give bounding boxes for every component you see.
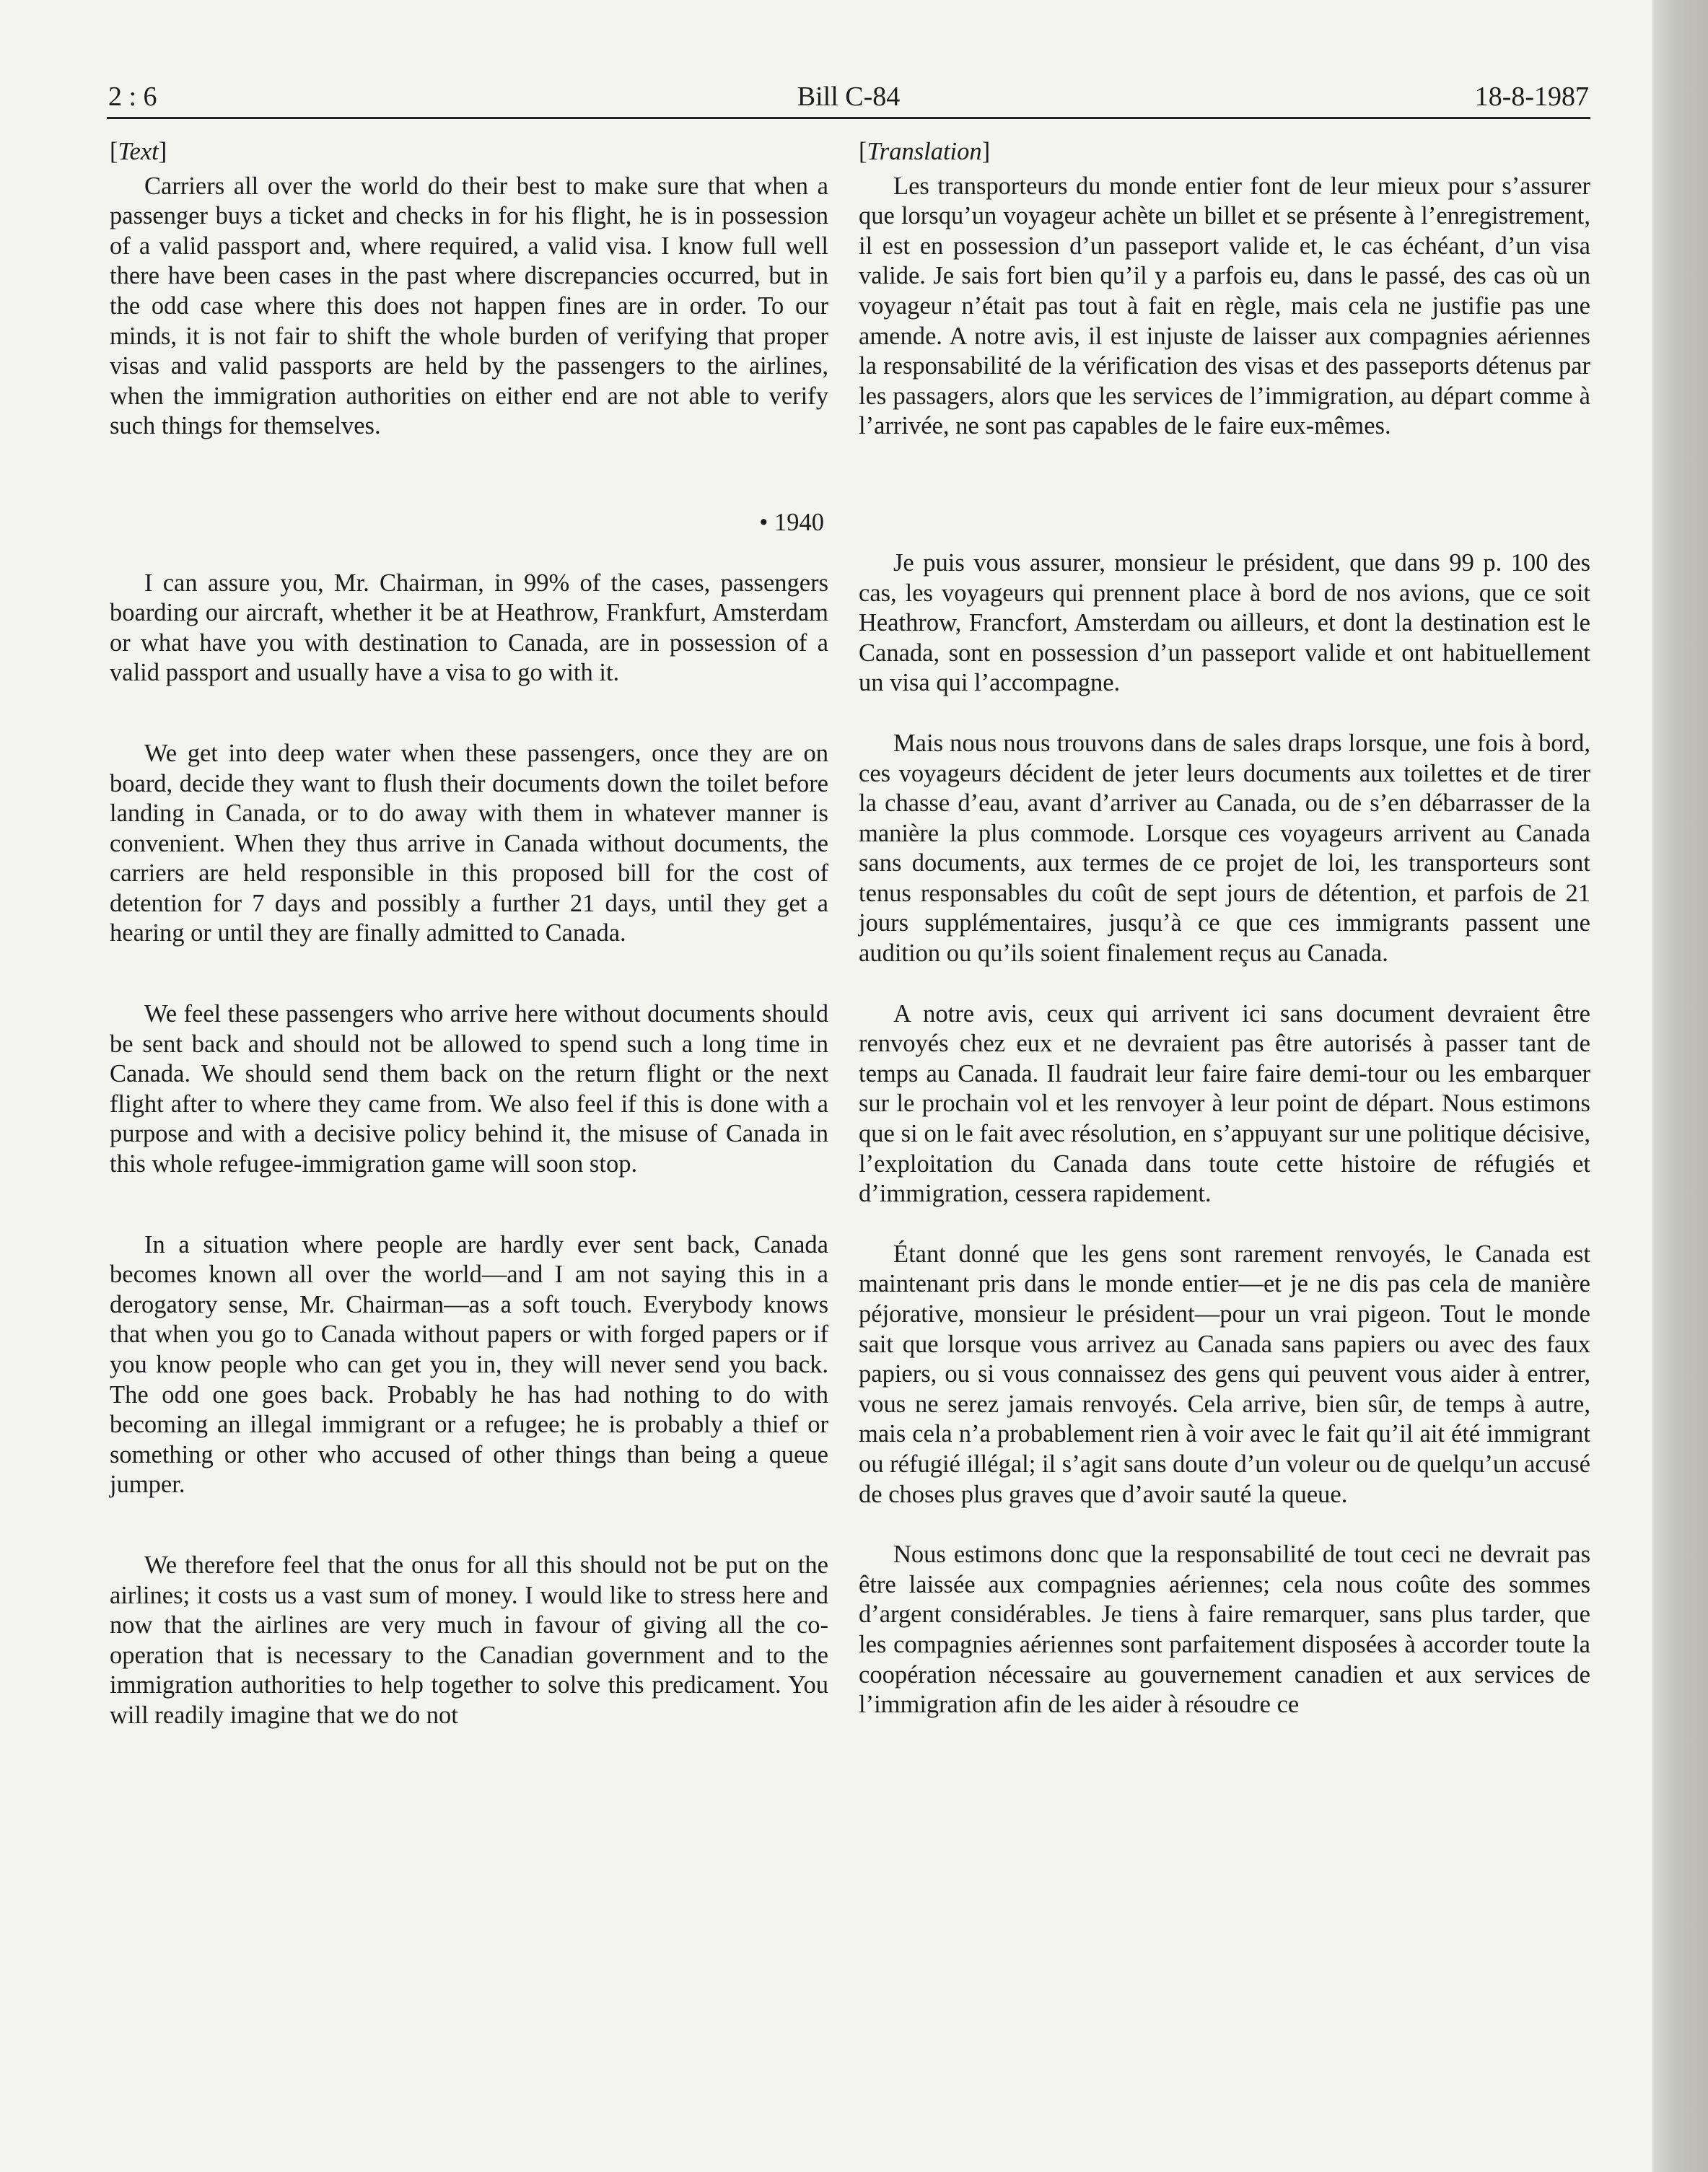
english-paragraph-4: We feel these passengers who arrive here without documents should be sent back and should not be allowed to spend such a long time in Canada. We should send them back on the return flight or the next flight after to where they came from. We also feel if this is done with a purpose and with a decisive policy behind it, the misuse of Canada in this whole refugee-immigration game will soon stop. (110, 1000, 828, 1178)
french-paragraph-5: Étant donné que les gens sont rarement renvoyés, le Canada est maintenant pris dans le monde entier—et je ne dis pas cela de manière péjorative, monsieur le président—pour un vrai pigeon. Tout le monde sait que lorsque vous arrivez au Canada sans papiers ou avec des faux papiers, ou si vous connaissez des gens qui peuvent vous aider à entrer, vous ne serez jamais renvoyés. Cela arrive, bien sûr, de temps à autre, mais cela n’a probablement rien à voir avec le fait qu’il ait été immigrant ou réfugié illégal; il s’agit sans doute d’un voleur ou de quelqu’un accusé de choses plus graves que d’avoir sauté la queue. (859, 1240, 1590, 1508)
french-paragraph-6: Nous estimons donc que la responsabilité de tout ceci ne devrait pas être laissée aux compagnies aériennes; cela nous coûte des sommes d’argent considérables. Je tiens à faire remarquer, sans plus tarder, que les compagnies aériennes sont parfaitement disposées à accorder toute la coopération nécessaire au gouvernement canadien et aux services de l’immigration afin de les aider à résoudre ce (859, 1541, 1590, 1719)
french-paragraph-4: A notre avis, ceux qui arrivent ici sans document devraient être renvoyés chez eux et ne devraient pas être autorisés à passer tant de temps au Canada. Il faudrait leur faire faire demi-tour ou les embarquer sur le prochain vol et les renvoyer à leur point de départ. Nous estimons que si on le fait avec résolution, en s’appuyant sur une politique décisive, l’exploitation du Canada dans toute cette histoire de réfugiés et d’immigration, cessera rapidement. (859, 999, 1590, 1208)
english-paragraph-6: We therefore feel that the onus for all this should not be put on the airlines; it costs us a vast sum of money. I would like to stress here and now that the airlines are very much in favour of giving all the co-operation that is necessary to the Canadian government and to the immigration authorities to help together to solve this predicament. You will readily imagine that we do not (110, 1551, 828, 1729)
header-rule (107, 117, 1590, 119)
column-label-text: [Text] (110, 138, 167, 165)
french-paragraph-2: Je puis vous assurer, monsieur le président, que dans 99 p. 100 des cas, les voyageurs qui prennent place à bord de nos avions, que ce soit Heathrow, Francfort, Amsterdam ou ailleurs, et dont la destination est le Canada, sont en possession d’un passeport valide et ont habituellement un visa qui l’accompagne. (859, 548, 1590, 697)
timestamp-marker: • 1940 (759, 508, 824, 536)
column-label-translation: [Translation] (859, 138, 991, 165)
header-date: 18-8-1987 (1474, 82, 1589, 112)
english-paragraph-3: We get into deep water when these passengers, once they are on board, decide they want to flush their documents down the toilet before landing in Canada, or to do away with them in whatever manner is convenient. When they thus arrive in Canada without documents, the carriers are held responsible in this proposed bill for the cost of detention for 7 days and possibly a further 21 days, until they get a hearing or until they are finally admitted to Canada. (110, 739, 828, 947)
english-paragraph-1: Carriers all over the world do their best to make sure that when a passenger buys a ticket and checks in for his flight, he is in possession of a valid passport and, where required, a valid visa. I know full well there have been cases in the past where discrepancies occurred, but in the odd case where this does not happen fines are in order. To our minds, it is not fair to shift the whole burden of verifying that proper visas and valid passports are held by the passengers to the airlines, when the immigration authorities on either end are not able to verify such things for themselves. (110, 172, 828, 440)
french-column (859, 137, 1590, 1720)
page-number: 2 : 6 (108, 82, 157, 112)
bill-title: Bill C-84 (797, 82, 901, 112)
page-header (108, 81, 1589, 115)
french-paragraph-3: Mais nous nous trouvons dans de sales draps lorsque, une fois à bord, ces voyageurs décident de jeter leurs documents aux toilettes et de tirer la chasse d’eau, avant d’arriver au Canada, ou de s’en débarrasser de la manière la plus commode. Lorsque ces voyageurs arrivent au Canada sans documents, aux termes de ce projet de loi, les transporteurs sont tenus responsables du coût de sept jours de détention, et parfois de 21 jours supplémentaires, jusqu’à ce que ces immigrants passent une audition ou qu’ils soient finalement reçus au Canada. (859, 729, 1590, 968)
french-paragraph-1: Les transporteurs du monde entier font de leur mieux pour s’assurer que lorsqu’un voyageur achète un billet et se présente à l’enregistrement, il est en possession d’un passeport valide et, le cas échéant, d’un visa valide. Je sais fort bien qu’il y a parfois eu, dans le passé, des cas où un voyageur n’était pas tout à fait en règle, mais cela ne justifie pas une amende. A notre avis, il est injuste de laisser aux compagnies aériennes la responsabilité de la vérification des visas et des passeports détenus par les passagers, alors que les services de l’immigration, au départ comme à l’arrivée, ne sont pas capables de le faire eux-mêmes. (859, 172, 1590, 440)
scan-edge-shadow (1652, 0, 1708, 2172)
english-paragraph-2: I can assure you, Mr. Chairman, in 99% of the cases, passengers boarding our aircraft, whether it be at Heathrow, Frankfurt, Amsterdam or what have you with destination to Canada, are in possession of a valid passport and usually have a visa to go with it. (110, 569, 828, 687)
english-paragraph-5: In a situation where people are hardly ever sent back, Canada becomes known all over the world—and I am not saying this in a derogatory sense, Mr. Chairman—as a soft touch. Everybody knows that when you go to Canada without papers or with forged papers or if you know people who can get you in, they will never send you back. The odd one goes back. Probably he has had nothing to do with becoming an illegal immigrant or a refugee; he is probably a thief or something or other who accused of other things than being a queue jumper. (110, 1230, 828, 1499)
english-column (110, 137, 828, 1731)
